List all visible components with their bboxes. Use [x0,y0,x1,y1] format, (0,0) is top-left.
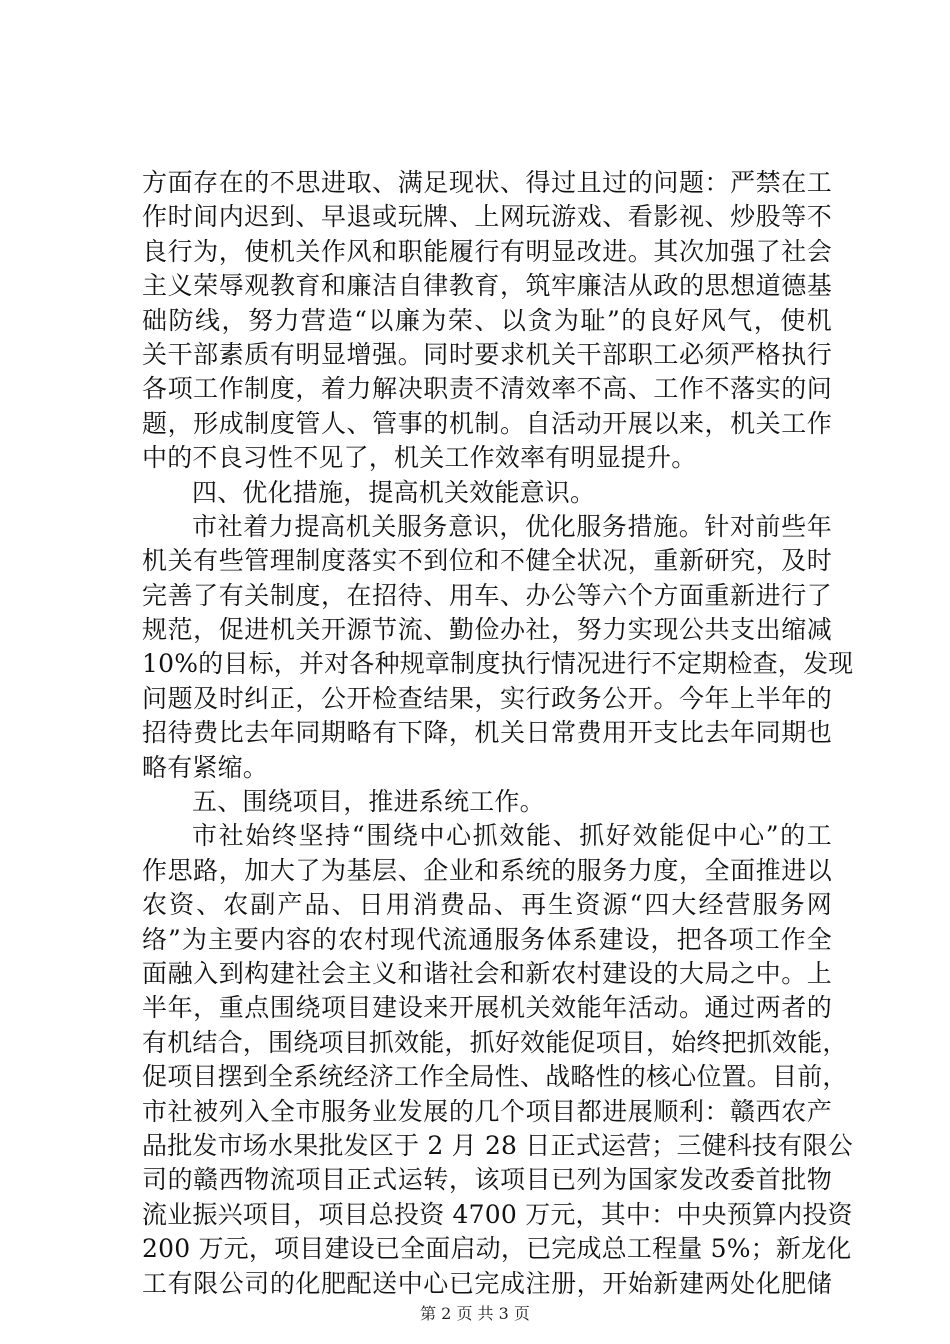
text-line: 良行为，使机关作风和职能履行有明显改进。其次加强了社会 [142,236,832,266]
text-line: 五、围绕项目，推进系统工作。 [192,787,545,817]
text-line: 作思路，加大了为基层、企业和系统的服务力度，全面推进以 [142,855,832,885]
text-line: 各项工作制度，着力解决职责不清效率不高、工作不落实的问 [142,374,832,404]
page-footer: 第 2 页 共 3 页 [420,1304,530,1323]
text-line: 础防线，努力营造“以廉为荣、以贪为耻”的良好风气，使机 [142,305,832,335]
text-line: 有机结合，围绕项目抓效能，抓好效能促项目，始终把抓效能， [142,1027,848,1057]
text-line: 四、优化措施，提高机关效能意识。 [192,477,596,507]
text-line: 规范，促进机关开源节流、勤俭办社，努力实现公共支出缩减 [142,615,832,645]
text-line: 主义荣辱观教育和廉洁自律教育，筑牢廉洁从政的思想道德基 [142,271,832,301]
text-line: 题，形成制度管人、管事的机制。自活动开展以来，机关工作 [142,408,832,438]
text-line: 络”为主要内容的农村现代流通服务体系建设，把各项工作全 [142,924,832,954]
text-line: 市社被列入全市服务业发展的几个项目都进展顺利：赣西农产 [142,1096,832,1126]
text-line: 作时间内迟到、早退或玩牌、上网玩游戏、看影视、炒股等不 [142,202,832,232]
text-line: 中的不良习性不见了，机关工作效率有明显提升。 [142,443,697,473]
text-line: 关干部素质有明显增强。同时要求机关干部职工必须严格执行 [142,339,832,369]
text-line: 工有限公司的化肥配送中心已完成注册，开始新建两处化肥储 [142,1268,832,1298]
text-line: 200 万元，项目建设已全面启动，已完成总工程量 5%；新龙化 [142,1234,852,1264]
text-line: 半年，重点围绕项目建设来开展机关效能年活动。通过两者的 [142,993,832,1023]
text-line: 市社着力提高机关服务意识，优化服务措施。针对前些年 [192,511,832,541]
text-line: 面融入到构建社会主义和谐社会和新农村建设的大局之中。上 [142,958,832,988]
text-line: 完善了有关制度，在招待、用车、办公等六个方面重新进行了 [142,580,832,610]
text-line: 农资、农副产品、日用消费品、再生资源“四大经营服务网 [142,890,832,920]
text-line: 司的赣西物流项目正式运转，该项目已列为国家发改委首批物 [142,1165,832,1195]
text-line: 问题及时纠正，公开检查结果，实行政务公开。今年上半年的 [142,683,832,713]
text-line: 促项目摆到全系统经济工作全局性、战略性的核心位置。目前， [142,1062,848,1092]
text-line: 市社始终坚持“围绕中心抓效能、抓好效能促中心”的工 [192,821,832,851]
text-line: 流业振兴项目，项目总投资 4700 万元，其中：中央预算内投资 [142,1199,853,1229]
document-body [142,166,854,1301]
text-line: 10%的目标，并对各种规章制度执行情况进行不定期检查，发现 [142,649,854,679]
text-line: 机关有些管理制度落实不到位和不健全状况，重新研究，及时 [142,546,832,576]
text-line: 略有紧缩。 [142,752,269,782]
text-line: 方面存在的不思进取、满足现状、得过且过的问题：严禁在工 [142,168,832,197]
text-line: 品批发市场水果批发区于 2 月 28 日正式运营；三健科技有限公 [142,1130,853,1160]
text-line: 招待费比去年同期略有下降，机关日常费用开支比去年同期也 [142,718,832,748]
